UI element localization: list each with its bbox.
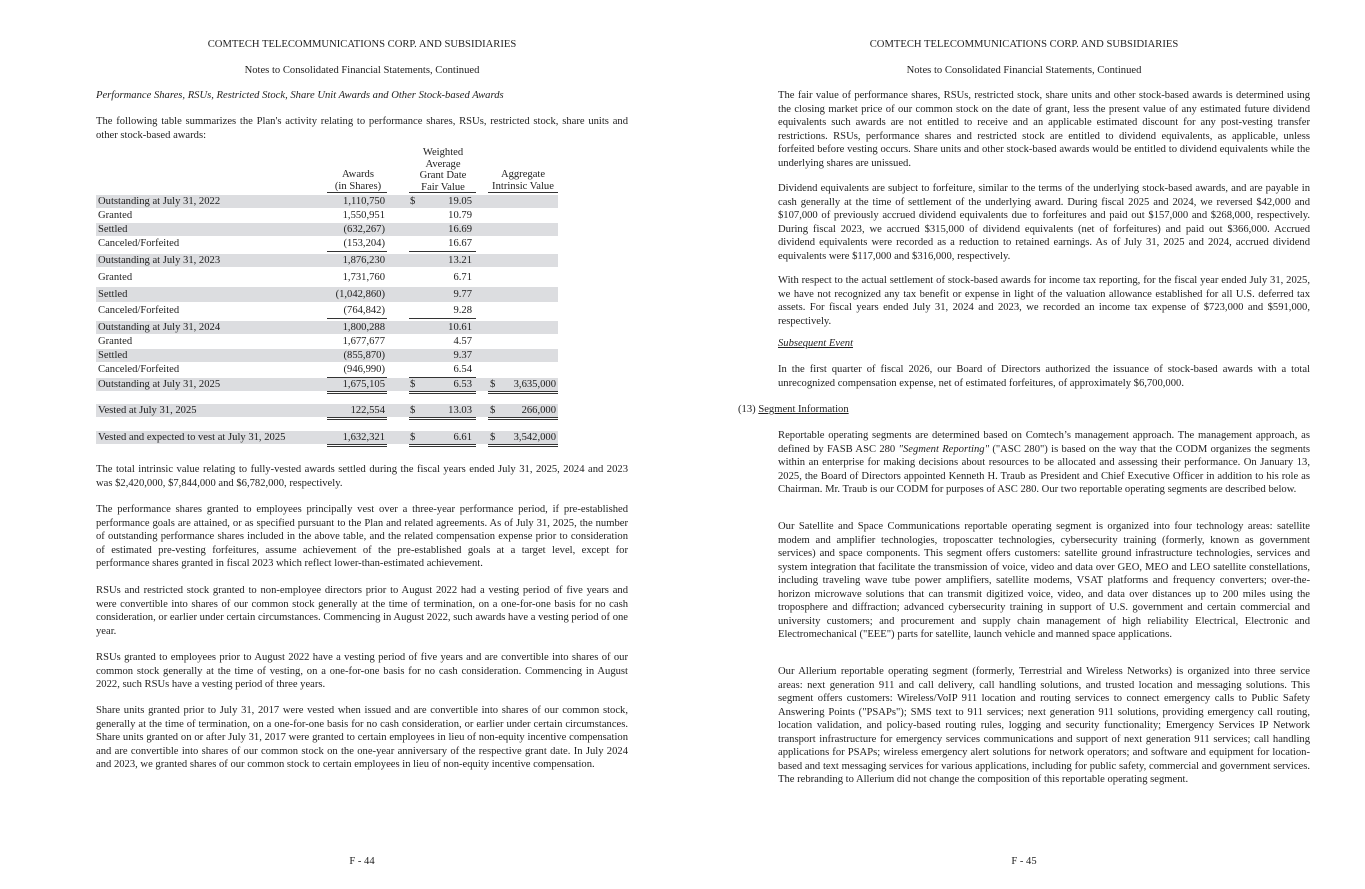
table-row: Settled (632,267) 16.69 (96, 223, 558, 236)
segment-number: (13) (738, 404, 756, 415)
paragraph-performance-shares: The performance shares granted to employees principally vest over a three-year performance period, if pre-established performance goals are attained, or as specified pursuant to the Plan and related agreements. As of July 31, 2025, the number of outstanding performance shares included in the above table, and the related compensation expense prior to consideration of estimated pre-vesting forfeitures, assume achievement of the pre-established goals at a target level, except for performance shares granted in fiscal 2023 which reflect lower-than-estimated achievement. (96, 504, 628, 569)
table-row: Outstanding at July 31, 2025 1,675,105 $ 6.53 $ 3,635,000 (98, 379, 556, 390)
page-number: F - 45 (1011, 856, 1037, 867)
table-row: Vested and expected to vest at July 31, 2025 1,632,321 $ 6.61 $ 3,542,000 (98, 432, 556, 443)
page-f45 (738, 0, 1310, 889)
total-rule (327, 417, 387, 420)
total-rule (488, 391, 558, 394)
paragraph-dividend-equivalents: Dividend equivalents are subject to forfeiture, similar to the terms of the underlying stock-based awards, and are payable in cash generally at the time of settlement of the underlying award. During fiscal 2025 and 2024, we reversed $42,000 and $107,000 of previously accrued dividend equivalents due to forfeitures and paid out $157,000 and $268,000, respectively. During fiscal 2023, we accrued $315,000 of dividend equivalents (net of forfeitures) and paid out $366,000. Accrued dividend equivalents were recorded as a reduction to retained earnings. As of July 31, 2025 and 2024, accrued dividend equivalents were $117,000 and $316,000, respectively. (778, 183, 1310, 262)
subtotal-rule (327, 251, 387, 252)
paragraph-subsequent-event: In the first quarter of fiscal 2026, our Board of Directors authorized the issuance of stock-based awards with a total unrecognized compensation expense, net of estimated forfeitures, of approximately $6,700,000. (778, 364, 1310, 389)
paragraph-director-rsus: RSUs and restricted stock granted to non-employee directors prior to August 2022 had a vesting period of five years and were convertible into shares of our common stock generally at the time of termination, on a one-for-one basis for no cash consideration, or earlier under certain circumstances. Commencing in August 2022, such awards have a vesting period of one year. (96, 585, 628, 637)
page-number: F - 44 (349, 856, 375, 867)
table-row: Granted 1,550,951 10.79 (98, 210, 472, 221)
header-fair-value: Weighted Average Grant Date Fair Value (419, 147, 467, 193)
paragraph-employee-rsus: RSUs granted to employees prior to August 2022 have a vesting period of five years and are convertible into shares of our common stock generally at the time of vesting, on a one-for-one basis for no cash consideration. Commencing in August 2022, such RSUs have a vesting period of three years. (96, 652, 628, 690)
paragraph-tax-settlement: With respect to the actual settlement of stock-based awards for income tax reporting, for the fiscal year ended July 31, 2025, we have not recognized any tax benefit or expense in light of the valuation allowance established for all U.S. deferred tax assets. For fiscal years ended July 31, 2024 and 2023, we recorded an income tax expense of $723,000 and $591,000, respectively. (778, 275, 1310, 327)
table-row: Outstanding at July 31, 2022 1,110,750 $ 19.05 (96, 195, 558, 208)
table-row: Canceled/Forfeited (764,842) 9.28 (98, 305, 472, 316)
paragraph-intrinsic-value: The total intrinsic value relating to fully-vested awards settled during the fiscal years ended July 31, 2025, 2024 and 2023 was $2,420,000, $7,844,000 and $6,782,000, respectively. (96, 464, 628, 489)
total-rule (327, 444, 387, 447)
paragraph-segment-approach: Reportable operating segments are determined based on Comtech’s management approach. The management approach, as defined by FASB ASC 280 "Segment Reporting" ("ASC 280") is based on the way that the CODM organizes the segments within an enterprise for making decisions about resources to be allocated and assessing their performance. On January 13, 2025, the Board of Directors appointed Kenneth H. Traub as President and Chief Executive Officer in addition to his role as Chairman. Mr. Traub is our CODM for purposes of ASC 280. Our two reportable operating segments are described below. (778, 430, 1310, 495)
notes-title: Notes to Consolidated Financial Statements, Continued (906, 65, 1142, 76)
page-f44 (96, 0, 628, 889)
company-header: COMTECH TELECOMMUNICATIONS CORP. AND SUBSIDIARIES (207, 39, 517, 50)
header-rule (327, 192, 387, 193)
section-title: Performance Shares, RSUs, Restricted Stock, Share Unit Awards and Other Stock-based Awards (96, 90, 504, 101)
table-row: Granted 1,731,760 6.71 (98, 272, 472, 283)
table-row: Settled (855,870) 9.37 (96, 349, 558, 362)
table-row: Canceled/Forfeited (153,204) 16.67 (98, 238, 472, 249)
total-rule (409, 417, 476, 420)
table-row: Granted 1,677,677 4.57 (98, 336, 472, 347)
total-rule (409, 391, 476, 394)
table-row: Settled (1,042,860) 9.77 (96, 287, 558, 302)
notes-title: Notes to Consolidated Financial Statements, Continued (244, 65, 480, 76)
header-aggregate: Aggregate Intrinsic Value (492, 169, 554, 192)
paragraph-satellite-segment: Our Satellite and Space Communications reportable operating segment is organized into four technology areas: satellite modem and amplifier technologies, troposcatter technologies, cybersecurity training (formerly, known as government services) and space components. This segment offers customers: satellite ground infrastructure technologies, services and system integration that facilitate the transmission of voice, video and data over GEO, MEO and LEO satellite constellations, including traveling wave tube power amplifiers, satellite modems, VSAT platforms and frequency converters; over-the-horizon microwave solutions that can transmit digitized voice, video, and data over distances up to 200 miles using the troposphere and diffraction; advanced cybersecurity training in support of U.S. government and certain commercial and university customers; and procurement and supply chain management of high reliability Electrical, Electronic and Electromechanical ("EEE") parts for satellite, launch vehicle and manned space applications. (778, 521, 1310, 640)
subtotal-rule (327, 318, 387, 319)
table-row: Vested at July 31, 2025 122,554 $ 13.03 $ 266,000 (98, 405, 556, 416)
header-rule (409, 192, 476, 193)
header-rule (488, 192, 558, 193)
total-rule (488, 417, 558, 420)
table-row: Outstanding at July 31, 2024 1,800,288 10.61 (96, 321, 558, 334)
segment-title: Segment Information (758, 404, 849, 415)
paragraph-share-units: Share units granted prior to July 31, 2017 were vested when issued and are convertible into shares of our common stock, generally at the time of termination, on a one-for-one basis for no cash consideration, or earlier under certain circumstances. Share units granted on or after July 31, 2017 were granted to certain employees in lieu of non-equity incentive compensation and are convertible into shares of our common stock on the one-year anniversary of the respective grant date. In July 2024 and 2023, we granted shares of our common stock to certain employees in lieu of non-equity incentive compensation. (96, 705, 628, 770)
subtotal-rule (409, 318, 476, 319)
company-header: COMTECH TELECOMMUNICATIONS CORP. AND SUBSIDIARIES (869, 39, 1179, 50)
paragraph-fair-value: The fair value of performance shares, RSUs, restricted stock, share units and other stock-based awards is determined using the closing market price of our common stock on the date of grant, less the present value of any estimated future dividend equivalents such awards are not entitled to receive and an applicable estimated discount for any post-vesting transfer restrictions. RSUs, performance shares and restricted stock are entitled to dividend equivalents, as applicable, unless forfeited before vesting occurs. Share units and other stock-based awards would be entitled to dividend equivalents while the underlying shares are unissued. (778, 90, 1310, 169)
intro-paragraph: The following table summarizes the Plan's activity relating to performance shares, RSUs, restricted stock, share units and other stock-based awards: (96, 116, 628, 141)
subsequent-event-title: Subsequent Event (778, 338, 854, 349)
paragraph-allerium-segment: Our Allerium reportable operating segment (formerly, Terrestrial and Wireless Networks) is organized into three service areas: next generation 911 and call delivery, call handling solutions, and trusted location and messaging solutions. This segment offers customers: Wireless/VoIP 911 location and routing services to connect emergency calls to Public Safety Answering Points ("PSAPs"); SMS text to 911 services; next generation 911 solutions, providing emergency call routing, location validation, and policy-based routing rules, logging and security functionality; Emergency Services IP Network transport infrastructure for emergency services communications and support of next generation 911 services; call handling applications for PSAPs; wireless emergency alert solutions for network operators; and software and equipment for location-based and text messaging services for various applications, including for public safety, commercial and government services. The rebranding to Allerium did not change the composition of this reportable operating segment. (778, 666, 1310, 785)
header-awards: Awards (in Shares) (334, 169, 382, 192)
total-rule (488, 444, 558, 447)
table-row: Canceled/Forfeited (946,990) 6.54 (98, 364, 472, 375)
segment-heading (738, 403, 849, 417)
table-row: Outstanding at July 31, 2023 1,876,230 13.21 (96, 254, 558, 267)
total-rule (327, 391, 387, 394)
subtotal-rule (409, 251, 476, 252)
total-rule (409, 444, 476, 447)
